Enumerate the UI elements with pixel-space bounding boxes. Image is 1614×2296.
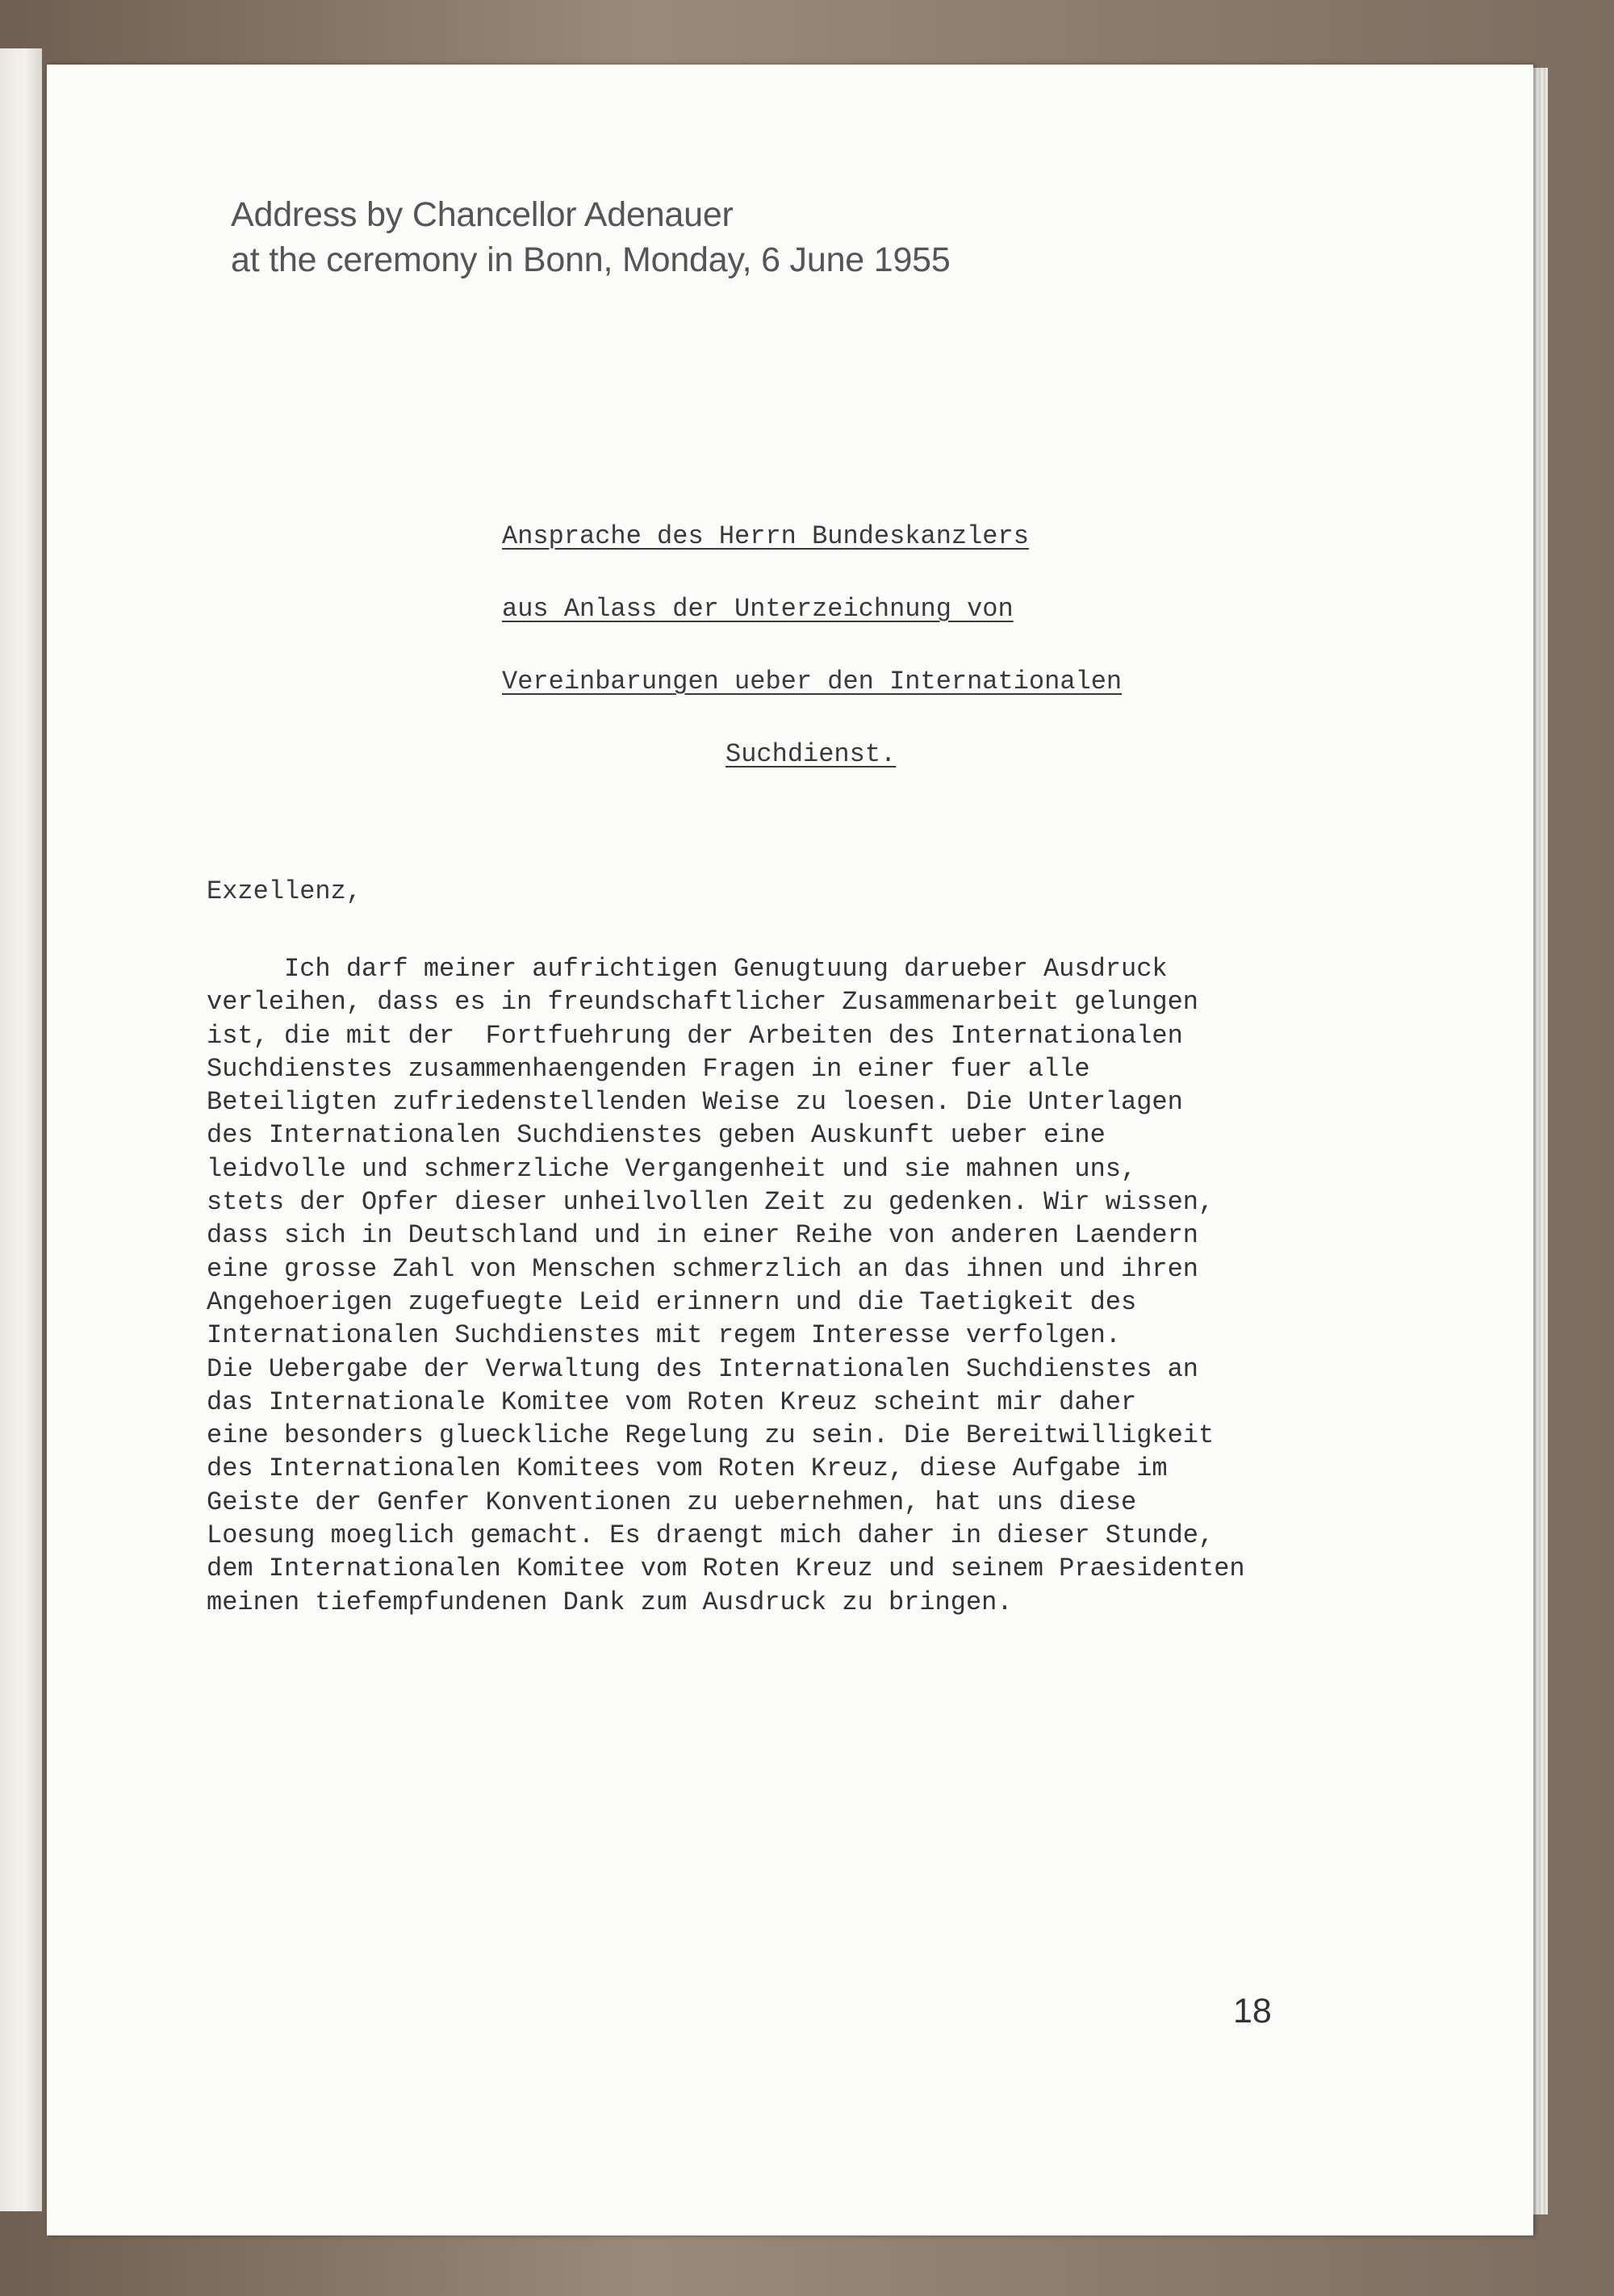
body-line: Internationalen Suchdienstes mit regem Interesse verfolgen. [207, 1320, 1121, 1351]
salutation: Exzellenz, [207, 876, 362, 906]
body-line: eine besonders glueckliche Regelung zu sein. Die Bereitwilligkeit [207, 1420, 1215, 1451]
left-page-edge [0, 48, 42, 2211]
body-line: dem Internationalen Komitee vom Roten Kreuz und seinem Praesidenten [207, 1554, 1245, 1584]
body-line: Beteiligten zufriedenstellenden Weise zu loesen. Die Unterlagen [207, 1087, 1183, 1118]
document-header [231, 192, 951, 282]
body-line: Ich darf meiner aufrichtigen Genugtuung darueber Ausdruck [207, 954, 1168, 984]
title-line-2: aus Anlass der Unterzeichnung von [502, 594, 1014, 624]
body-line: Loesung moeglich gemacht. Es draengt mich daher in dieser Stunde, [207, 1520, 1215, 1551]
body-line: leidvolle und schmerzliche Vergangenheit und sie mahnen uns, [207, 1153, 1137, 1184]
body-line: dass sich in Deutschland und in einer Reihe von anderen Laendern [207, 1220, 1198, 1251]
body-line: Geiste der Genfer Konventionen zu uebernehmen, hat uns diese [207, 1487, 1137, 1517]
body-line: stets der Opfer dieser unheilvollen Zeit zu gedenken. Wir wissen, [207, 1187, 1215, 1218]
body-line: eine grosse Zahl von Menschen schmerzlich an das ihnen und ihren [207, 1253, 1198, 1284]
body-line: meinen tiefempfundenen Dank zum Ausdruck zu bringen. [207, 1587, 1013, 1617]
title-line-3: Vereinbarungen ueber den Internationalen [502, 667, 1123, 696]
body-line: Suchdienstes zusammenhaengenden Fragen in einer fuer alle [207, 1053, 1090, 1084]
header-line-2: at the ceremony in Bonn, Monday, 6 June 1955 [231, 240, 951, 279]
body-line: des Internationalen Komitees vom Roten Kreuz, diese Aufgabe im [207, 1453, 1168, 1484]
body-paragraph [207, 952, 1441, 1619]
body-line: des Internationalen Suchdienstes geben Auskunft ueber eine [207, 1120, 1106, 1151]
body-line: verleihen, dass es in freundschaftlicher Zusammenarbeit gelungen [207, 987, 1198, 1018]
body-line: das Internationale Komitee vom Roten Kreuz scheint mir daher [207, 1386, 1137, 1417]
body-line: Angehoerigen zugefuegte Leid erinnern und die Taetigkeit des [207, 1286, 1137, 1317]
body-line: Die Uebergabe der Verwaltung des Internationalen Suchdienstes an [207, 1353, 1198, 1384]
page-number: 18 [1233, 1992, 1272, 2030]
body-line: ist, die mit der Fortfuehrung der Arbeiten des Internationalen [207, 1020, 1183, 1051]
title-line-1: Ansprache des Herrn Bundeskanzlers [502, 521, 1029, 551]
header-line-1: Address by Chancellor Adenauer [231, 195, 734, 234]
title-line-4: Suchdienst. [725, 739, 897, 769]
